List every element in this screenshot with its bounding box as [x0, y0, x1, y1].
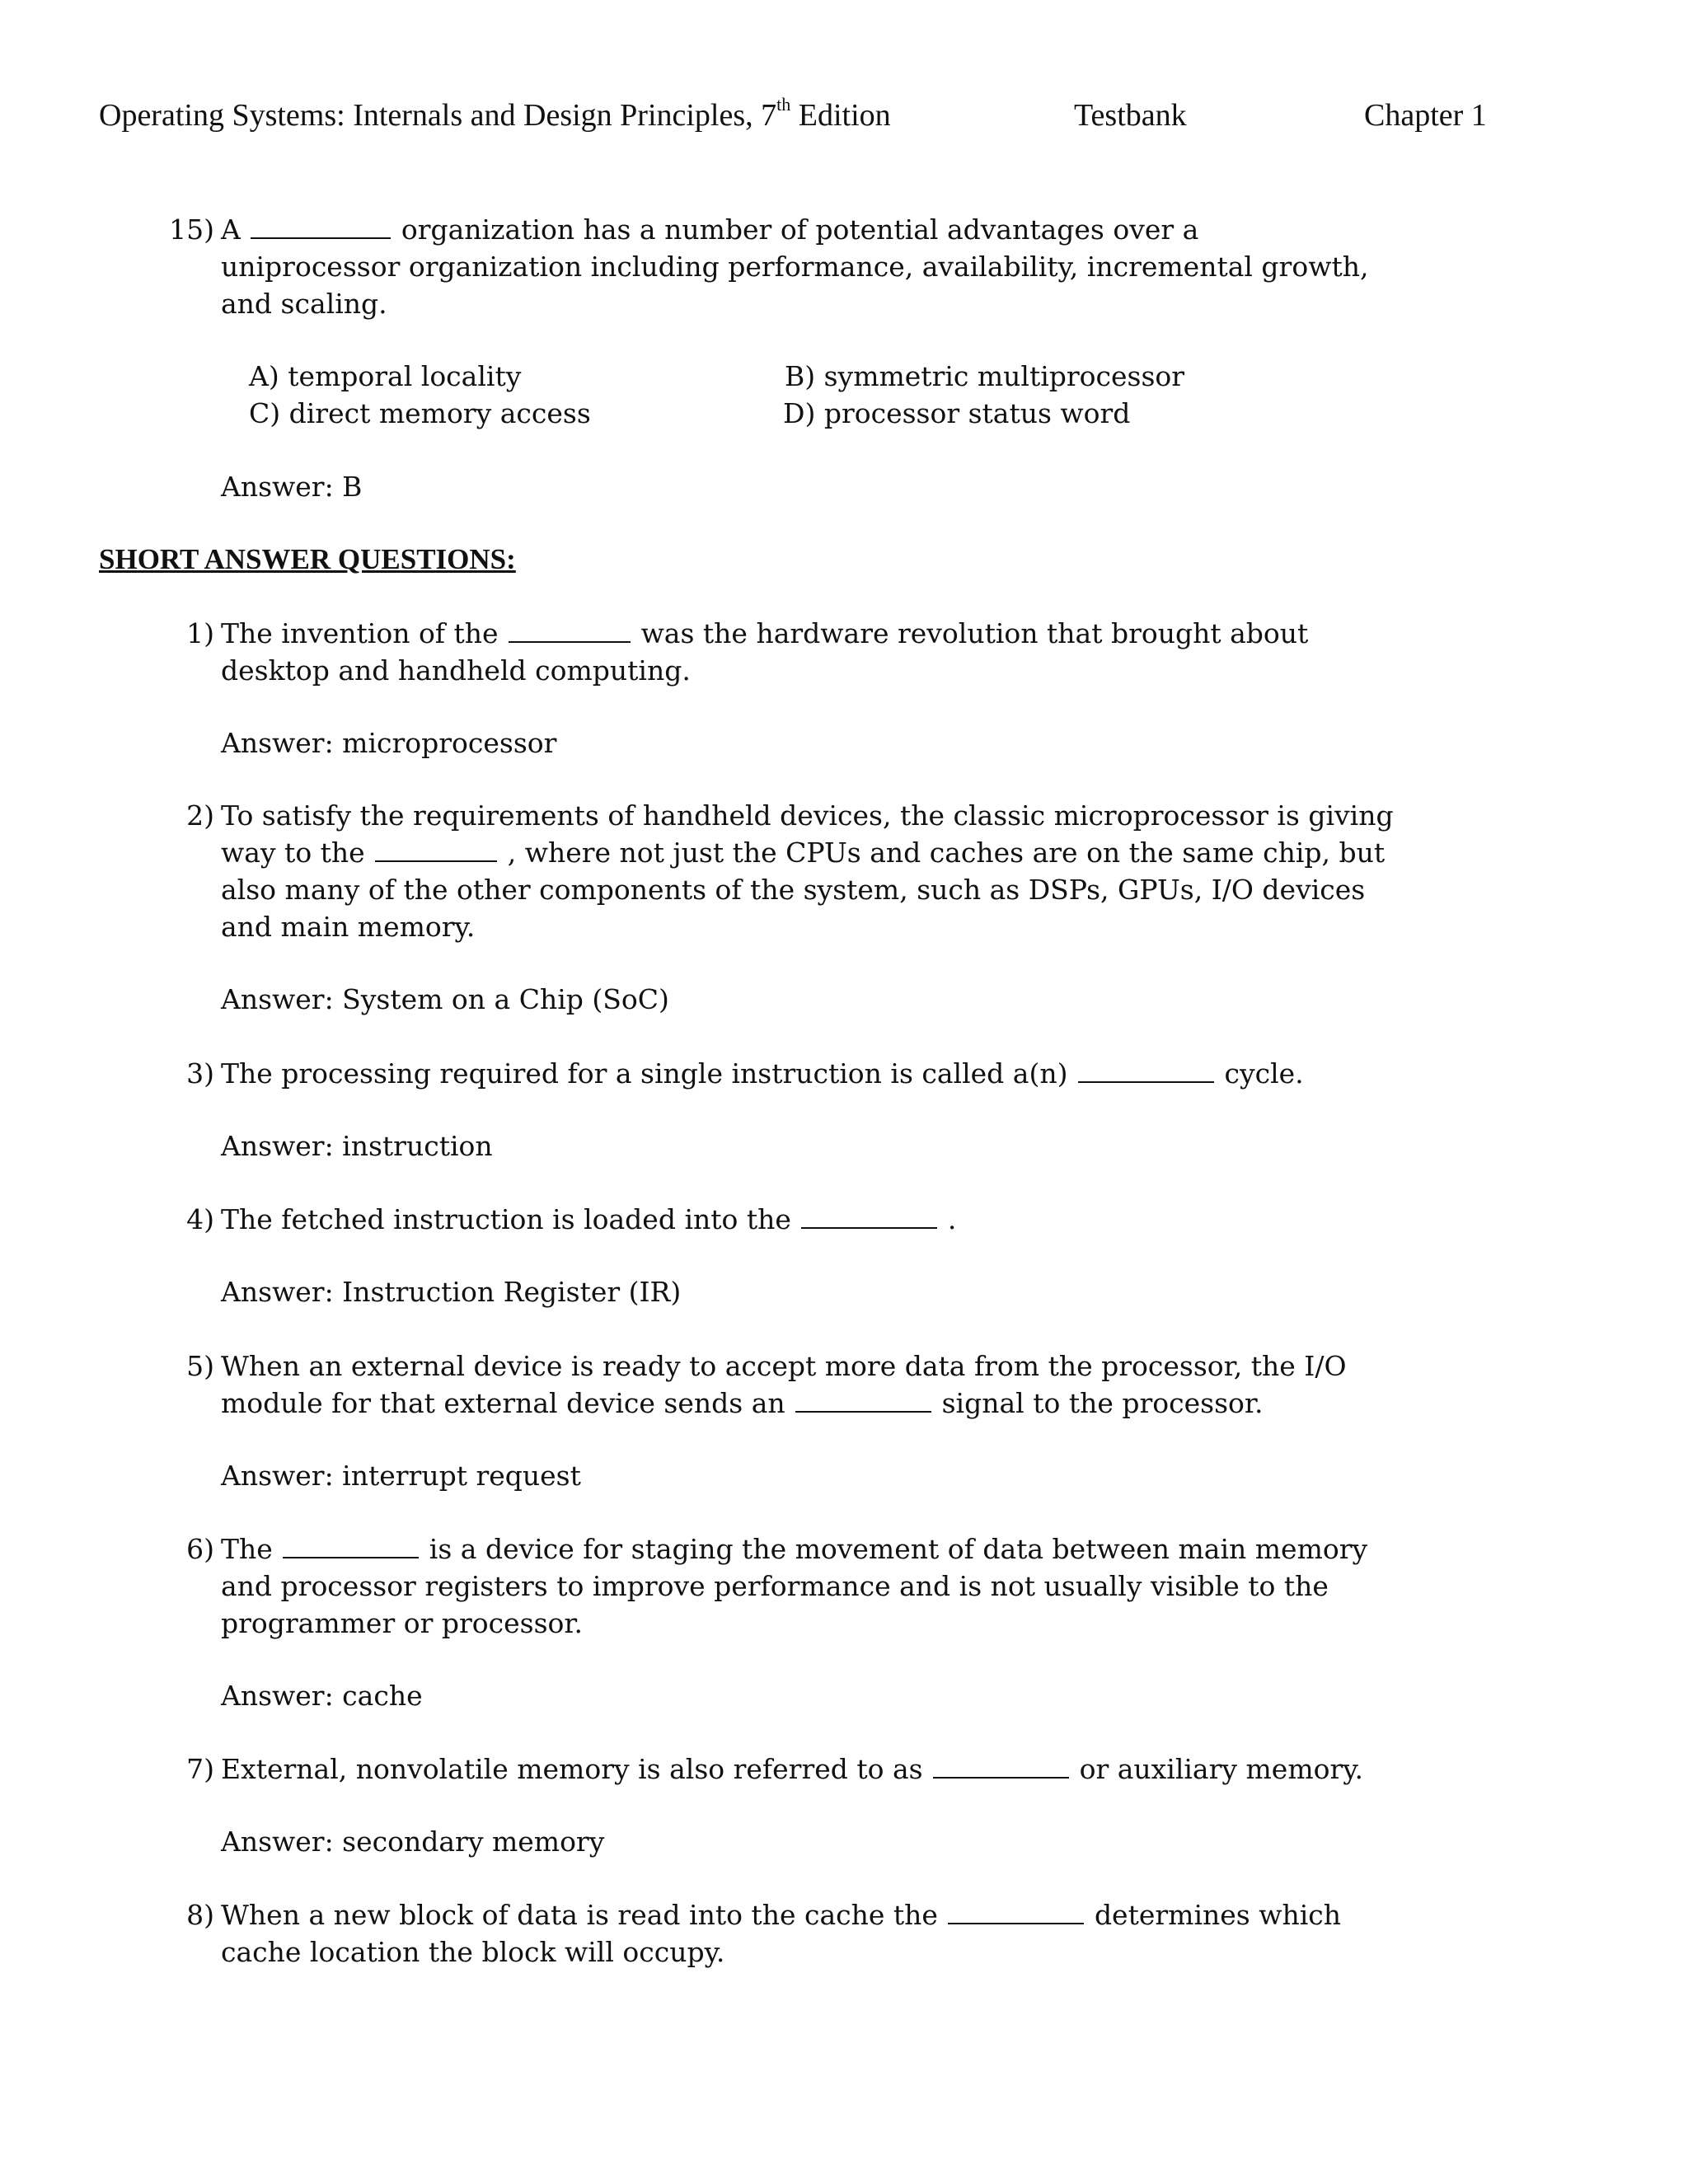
sa-q7-number: 7)	[186, 1753, 214, 1785]
sa-q6-answer: Answer: cache	[221, 1680, 423, 1712]
sa-q6-line-1: The is a device for staging the movement of data between main memory	[221, 1533, 1368, 1565]
sa-q2-line-2: way to the , where not just the CPUs and caches are on the same chip, but	[221, 837, 1386, 869]
q15-line-1: A organization has a number of potential advantages over a	[221, 213, 1199, 246]
answer-blank	[948, 1898, 1084, 1924]
q15-option-c: C) direct memory access	[249, 397, 591, 429]
sa-q1-line-1: The invention of the was the hardware revolution that brought about	[221, 617, 1309, 649]
sa-q7-answer: Answer: secondary memory	[221, 1825, 605, 1858]
q15-line-2: uniprocessor organization including performance, availability, incremental growth,	[221, 251, 1369, 283]
sa-q1-number: 1)	[186, 617, 214, 649]
header-title-superscript: th	[776, 94, 791, 115]
sa-q5-line-2: module for that external device sends an signal to the processor.	[221, 1387, 1264, 1419]
sa-q3-answer: Answer: instruction	[221, 1130, 493, 1162]
q15-option-a: A) temporal locality	[249, 360, 522, 392]
sa-q5-line-1: When an external device is ready to accept more data from the processor, the I/O	[221, 1350, 1347, 1382]
sa-q4-number: 4)	[186, 1203, 214, 1235]
sa-q1-line-2: desktop and handheld computing.	[221, 654, 691, 687]
header-title: Operating Systems: Internals and Design Principles, 7th Edition	[99, 94, 891, 133]
sa-q7-line-1: External, nonvolatile memory is also referred to as or auxiliary memory.	[221, 1753, 1364, 1785]
sa-q1-answer: Answer: microprocessor	[221, 727, 557, 759]
q15-option-b: B) symmetric multiprocessor	[785, 360, 1185, 392]
sa-q8-number: 8)	[186, 1899, 214, 1931]
q15-answer: Answer: B	[221, 471, 363, 503]
sa-q5-number: 5)	[186, 1350, 214, 1382]
sa-q6-line-2: and processor registers to improve performance and is not usually visible to the	[221, 1570, 1329, 1602]
sa-q2-answer: Answer: System on a Chip (SoC)	[221, 983, 669, 1015]
sa-q3-number: 3)	[186, 1057, 214, 1090]
sa-q3-line-1: The processing required for a single instruction is called a(n) cycle.	[221, 1057, 1304, 1090]
q15-line-3: and scaling.	[221, 288, 387, 320]
sa-q4-line-1: The fetched instruction is loaded into the .	[221, 1203, 957, 1235]
sa-q5-answer: Answer: interrupt request	[221, 1460, 581, 1492]
header-testbank: Testbank	[1074, 98, 1187, 133]
sa-q2-line-3: also many of the other components of the system, such as DSPs, GPUs, I/O devices	[221, 874, 1366, 906]
answer-blank	[509, 616, 631, 643]
answer-blank	[801, 1202, 937, 1229]
sa-q4-answer: Answer: Instruction Register (IR)	[221, 1276, 682, 1308]
answer-blank	[795, 1386, 931, 1413]
q15-option-d: D) processor status word	[783, 397, 1131, 429]
sa-q2-line-1: To satisfy the requirements of handheld devices, the classic microprocessor is giving	[221, 799, 1394, 832]
answer-blank	[375, 836, 497, 862]
sa-q2-line-4: and main memory.	[221, 911, 476, 943]
answer-blank	[251, 213, 391, 239]
answer-blank	[283, 1532, 419, 1558]
sa-q8-line-2: cache location the block will occupy.	[221, 1936, 725, 1968]
sa-q8-line-1: When a new block of data is read into the cache the determines which	[221, 1899, 1341, 1931]
q15-number: 15)	[169, 213, 214, 246]
sa-q2-number: 2)	[186, 799, 214, 832]
sa-q6-line-3: programmer or processor.	[221, 1607, 584, 1639]
sa-q6-number: 6)	[186, 1533, 214, 1565]
section-heading: SHORT ANSWER QUESTIONS:	[99, 543, 516, 575]
header-chapter: Chapter 1	[1364, 98, 1487, 133]
answer-blank	[1078, 1057, 1214, 1083]
answer-blank	[933, 1752, 1069, 1779]
